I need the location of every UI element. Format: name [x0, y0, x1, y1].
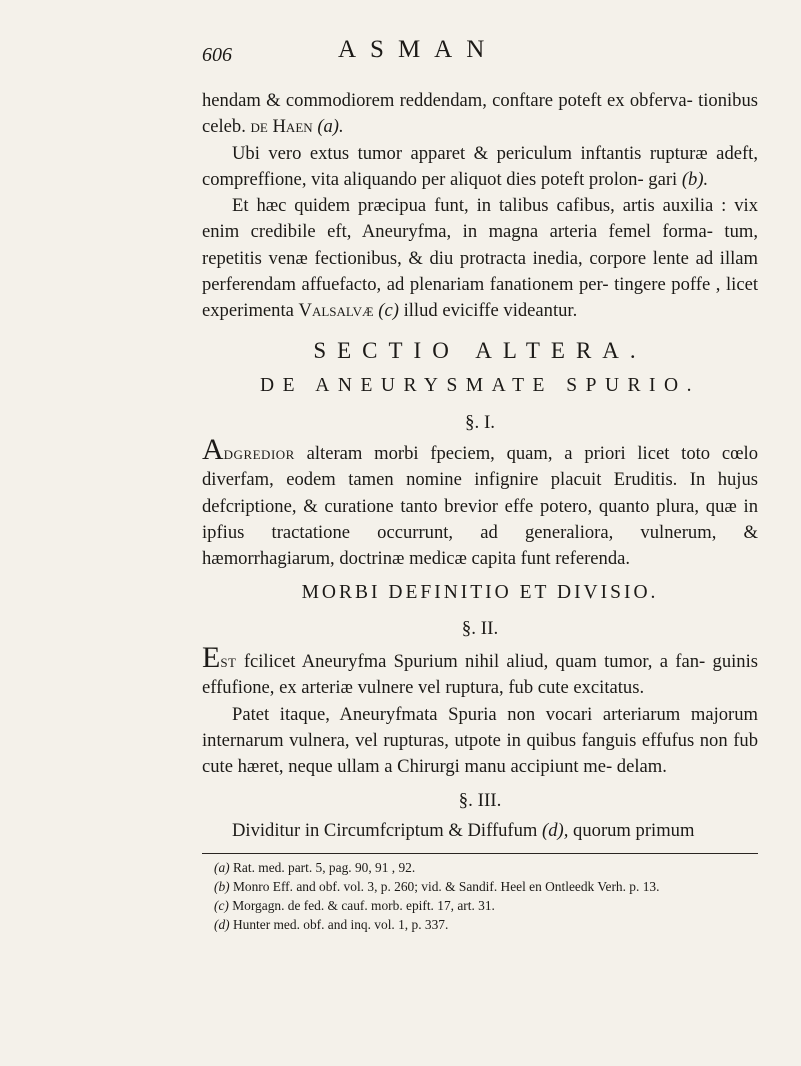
footnote-rule [202, 853, 758, 854]
footnote-a: (a) Rat. med. part. 5, pag. 90, 91 , 92. [214, 860, 416, 875]
paragraph-2: Est fcilicet Aneuryfma Spurium nihil aliud, quam tumor, a fan- guinis effufione, ex arteriæ vulnere vel ruptura, fub cute excitatus. Patet itaque, Aneuryfmata Spuria non vocari arteriarum majorum internarum vulnera, vel rupturas, utpote in quibus fanguis effufus non fub cute hæret, neque ullam a Chirurgi manu accipiunt me- delam. [202, 641, 758, 778]
footnote-ref-d: (d), [542, 820, 569, 841]
footnotes [214, 858, 762, 934]
paragraph-1: Adgredior alteram morbi fpeciem, quam, a priori licet toto cœlo diverfam, eodem tamen nomine infignire placuit Eruditis. In hujus defcriptione, & curatione tanto brevior effe potero, quanto plura, quæ in ipfius tractatione occurrunt, ad generaliora, vulnerum, & hæmorrhagiarum, doctrinæ medicæ capita funt referenda. [202, 433, 758, 570]
author-valsalva: Valsalvæ [298, 300, 374, 322]
intro-paragraph-2: Ubi vero extus tumor apparet & periculum inftantis rupturæ adeft, compreffione, vita aliquando per aliquot dies poteft prolon- gari (b). [202, 142, 758, 190]
footnote-ref-c: (c) [378, 300, 399, 322]
author-de-haen: de Haen [250, 116, 313, 138]
footnote-ref-a: (a). [317, 116, 344, 138]
section-title: SECTIO ALTERA. [313, 338, 647, 363]
intro-text [202, 88, 758, 325]
footnote-b: (b) Monro Eff. and obf. vol. 3, p. 260; vid. & Sandif. Heel en Ontleedk Verh. p. 13. [214, 879, 660, 894]
running-title: ASMAN [338, 36, 499, 63]
paragraph-3: Dividitur in Circumfcriptum & Diffufum (d), quorum primum [232, 820, 695, 841]
footnote-d: (d) Hunter med. obf. and inq. vol. 1, p. 337. [214, 917, 449, 932]
paragraph-mark-3: §. III. [458, 790, 502, 811]
initial-letter: E [202, 641, 221, 674]
definition-heading: MORBI DEFINITIO ET DIVISIO. [301, 582, 659, 603]
footnote-ref-b: (b). [681, 168, 709, 190]
initial-letter: A [202, 433, 224, 466]
paragraph-mark-1: §. I. [464, 412, 496, 433]
section-subtitle: DE ANEURYSMATE SPURIO. [260, 375, 700, 396]
page-number: 606 [202, 44, 232, 66]
intro-paragraph-3: Et hæc quidem præcipua funt, in talibus cafibus, artis auxilia : vix enim credibile eft, Aneuryfma, in magna arteria femel forma- tum, repetitis venæ fectionibus, & diu protracta inedia, corpore lente ad illam perferendam affuefacto, ad plenariam fanationem per- tingere poffe , licet experimenta Valsalvæ (c) illud eviciffe videantur. [202, 195, 758, 322]
footnote-c: (c) Morgagn. de fed. & cauf. morb. epift. 17, art. 31. [214, 898, 495, 913]
paragraph-mark-2: §. II. [461, 618, 499, 639]
intro-paragraph-1: hendam & commodiorem reddendam, conftare poteft ex obferva- tionibus celeb. de Haen (a). [202, 90, 758, 138]
